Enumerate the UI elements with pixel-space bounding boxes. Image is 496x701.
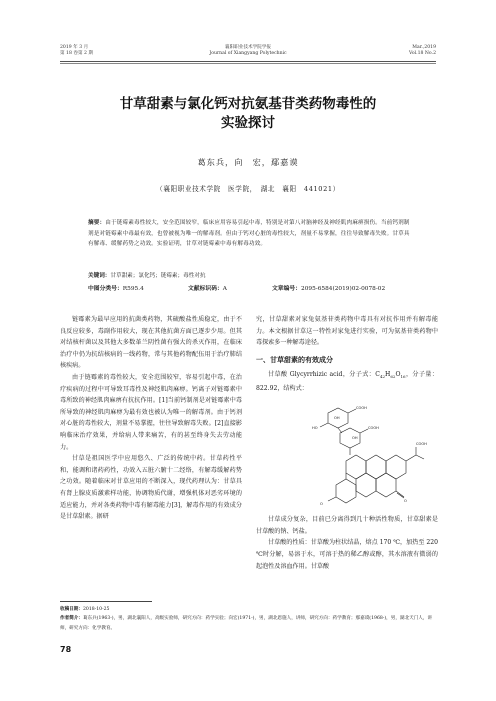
svg-text:COOH: COOH [368,426,379,430]
author-bio-label: 作者简介： [60,616,83,622]
paper-title [60,95,436,133]
classification-row [88,285,428,293]
svg-text:O: O [404,499,407,503]
article-number-label: 文章编号： [272,286,301,292]
author-list: 葛东兵，向 宏，鄢嘉谟 [197,157,299,167]
affiliation: （襄阳职业技术学院 医学院， 湖北 襄阳 441021） [156,185,340,193]
svg-text:OH: OH [334,416,340,420]
keywords-text: 甘草甜素；氯化钙；链霉素；毒性对抗 [110,273,206,279]
footnote-rule [60,601,152,602]
svg-text:COOH: COOH [356,406,367,410]
clc-label: 中图分类号： [88,286,123,292]
paragraph-continued: 究，甘草甜素对家兔氨基苷类药物中毒具有对抗作用并有解毒能力。本文根据甘草这一特性对家兔进行实验，可为氨基苷类药物中毒探索多一种解毒途径。 [256,316,438,347]
keywords [88,272,410,280]
title-line-1: 甘草甜素与氯化钙对抗氨基苷类药物毒性的 [119,96,377,112]
page-number: 78 [60,645,72,654]
body-column-left [60,314,242,523]
running-header-right [409,45,436,57]
paragraph-intro: 链霉素为最早应用的抗菌类药物，其硫酸盐性质稳定，由于不良反应较多，毒副作用较大，现在其他抗菌方面已逐步少用。但其对结核杆菌以及其他大多数革兰阴性菌有强大的杀灭作用，在临床治疗中仍为抗结核病的一线药物，常与其他药物配伍用于治疗肺结核疾病。 [60,316,242,370]
clc-value: R595.4 [122,286,144,292]
received-label: 收稿日期： [60,607,83,612]
section-heading-1: 一、甘草甜素的有效成分 [256,355,333,364]
doc-code-value: A [222,286,227,292]
paragraph-components: 甘草成分复杂，目前已分离得到几十种活性物质，甘草甜素是甘草酸的钠、钙盐。 [256,516,438,535]
header-date: 2019 年 3 月 [60,45,89,50]
svg-text:COOH: COOH [416,442,427,446]
article-number-value: 2095-6584(2019)02-0078-02 [301,286,386,292]
paragraph-toxicity: 由于链霉素的毒性较大，安全范围较窄，容易引起中毒，在治疗疾病的过程中可导致耳毒性及神经肌肉麻痹。钙离子对链霉素中毒所致的神经肌肉麻痹有抗抗作用。[1]当前钙制剂是对链霉素中毒所导致的神经肌肉麻痹为最有效也被认为唯一的解毒剂。由于钙剂对心脏的毒性较大，剂量不易掌握，往往导致解毒失败。[2]直接影响临床治疗效果，并给病人带来痛苦，有的甚至终身失去劳动能力。 [60,373,242,451]
journal-name-en: Journal of Xiangyang Polytechnic [209,51,287,57]
svg-text:OH: OH [352,436,358,440]
header-volume: 第 18 卷第 2 期 [60,51,93,57]
paragraph-properties: 甘草酸的性质：甘草酸为柱状结晶，熔点 170 ℃，加热至 220 ℃时分解，易溶于水，可溶于热的稀乙醇或醇，其水溶液有微弱的起泡性及溶血作用。甘草酸 [256,539,438,570]
header-rule-thin [60,63,436,64]
header-volume-en: Vol.18 No.2 [409,51,436,57]
abstract-label: 摘要： [88,220,106,226]
header-date-en: Mar.,2019 [412,45,436,50]
author-bio-text: 葛东兵(1963-)，男，湖北襄阳人，高级实验师，研究方向：药学实验；向宏(1971-)，男，湖北恩施人，讲师，研究方向：药学教育；鄢嘉谟(1968-)，男，湖北天门人，讲师，研究方向：化学教育。 [60,616,433,631]
paragraph-licorice: 甘草是祖国医学中应用悠久、广泛的传统中药。甘草药性平和，能调和诸药药性，功效入五脏六腑十二经络，有解毒缓解药势之功效。随着临床对甘草应用的不断深入，现代药理认为：甘草具有肾上腺皮质激素样功能，协调物质代谢，增强机体对恶劣环境的适应能力，并对各类药物中毒有解毒能力[3]，解毒作用的有效成分是甘草甜素。据研 [60,455,242,521]
received-date: 2018-10-25 [82,607,110,612]
abstract-text: 由于链霉素毒性较大，安全范围较窄，临床应用容易引起中毒，特别是对第八对脑神经及神经肌肉麻痹损伤。当前钙剂制剂是对链霉素中毒最有效，也曾被视为唯一的解毒剂。但由于钙对心脏的毒性较大，剂量不易掌握，往往导致解毒失败。甘草具有解毒、缓解药势之功效。实验证明，甘草对链霉素中毒有解毒功效。 [88,220,410,248]
abstract [88,218,410,250]
doc-code-label: 文献标识码： [188,286,223,292]
journal-name-cn: 襄阳职业技术学院学报 [225,45,271,50]
glycyrrhizic-acid-structure-figure [258,405,436,517]
footnote [60,605,438,633]
title-line-2: 实验探讨 [221,115,275,131]
svg-text:O: O [320,502,323,506]
svg-text:HO: HO [312,426,318,430]
paragraph-formula: 甘草酸 Glycyrrhizic acid，分子式：$C_{42}H_{62}O_{16}$，分子量：822.92，结构式： [256,370,438,392]
keywords-label: 关键词： [88,273,111,279]
